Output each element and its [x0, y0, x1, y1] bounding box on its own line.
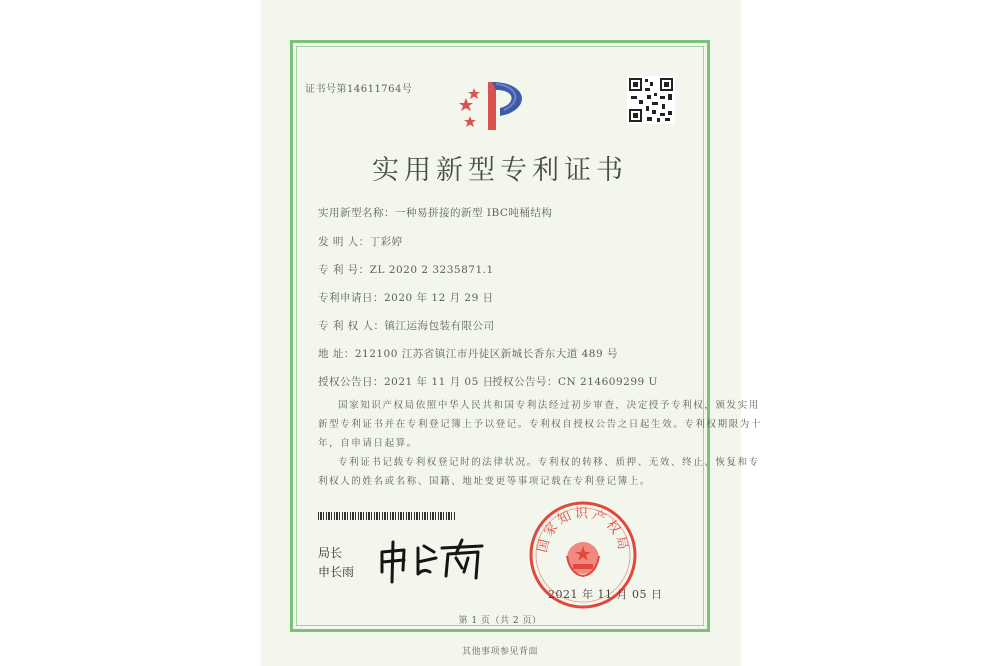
filing-date: 专利申请日：2020 年 12 月 29 日 [318, 292, 494, 304]
page-number: 第 1 页（共 2 页） [458, 616, 542, 626]
signature-role: 局长 [318, 546, 343, 560]
patent-number: 专 利 号：ZL 2020 2 3235871.1 [318, 264, 494, 276]
certificate-title: 实用新型专利证书 [372, 155, 628, 186]
body-paragraph-1-line-3: 年，自申请日起算。 [318, 438, 418, 449]
body-paragraph-2-line-1: 专利证书记载专利权登记时的法律状况。专利权的转移、质押、无效、终止、恢复和专 [338, 457, 760, 468]
grant-number: 授权公告号：CN 214609299 U [492, 376, 658, 388]
address: 地 址：212100 江苏省镇江市丹徒区新城长香东大道 489 号 [318, 348, 618, 360]
handwritten-signature [378, 538, 488, 584]
body-paragraph-2-line-2: 利权人的姓名或名称、国籍、地址变更等事项记载在专利登记簿上。 [318, 476, 652, 487]
stamp-date: 2021 年 11 月 05 日 [548, 588, 663, 601]
inventor: 发 明 人：丁彩婷 [318, 236, 403, 248]
certificate-number: 证书号第14611764号 [305, 84, 413, 95]
footer-note: 其他事项参见背面 [461, 647, 538, 657]
certificate-inner-border [296, 46, 704, 626]
barcode [318, 512, 456, 520]
signature-name: 申长雨 [318, 565, 355, 579]
svg-text:国家知识产权局: 国家知识产权局 [535, 506, 631, 554]
cnipa-logo-icon [452, 74, 544, 132]
patent-owner: 专 利 权 人：镇江运海包装有限公司 [318, 320, 495, 332]
grant-date: 授权公告日：2021 年 11 月 05 日 [318, 376, 494, 388]
body-paragraph-1-line-1: 国家知识产权局依照中华人民共和国专利法经过初步审查，决定授予专利权，颁发实用 [338, 400, 760, 411]
utility-model-name: 实用新型名称：一种易拼接的新型 IBC吨桶结构 [318, 207, 553, 219]
body-paragraph-1-line-2: 新型专利证书并在专利登记簿上予以登记。专利权自授权公告之日起生效。专利权期限为十 [318, 419, 763, 430]
qr-code-icon [627, 76, 675, 124]
